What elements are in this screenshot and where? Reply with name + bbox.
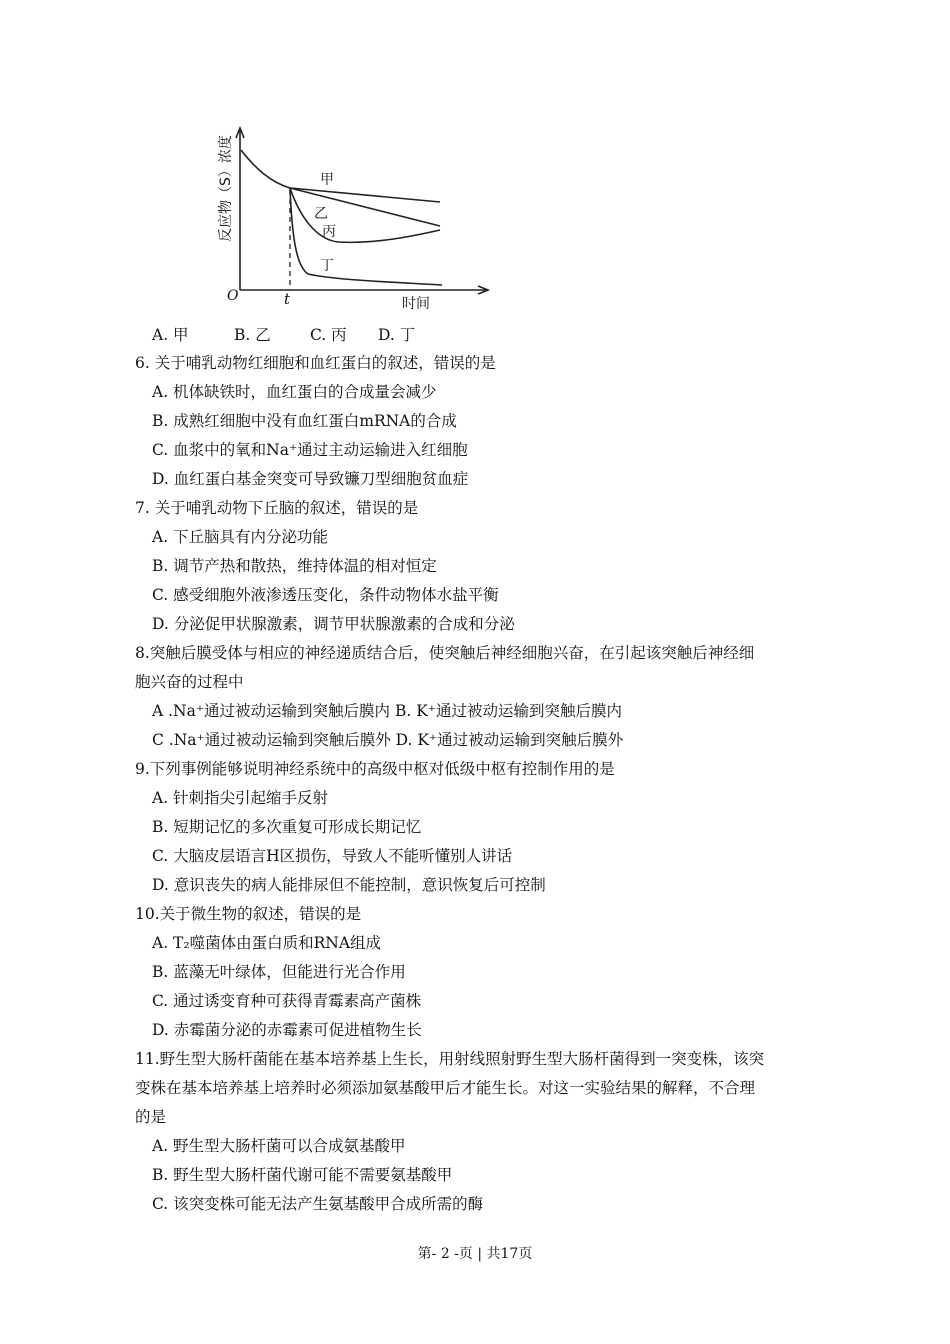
option-text: C. 血浆中的氧和Na⁺通过主动运输进入红细胞 (152, 441, 468, 459)
y-axis-label: 反应物（S）浓度 (218, 135, 234, 242)
option-text: A. T₂噬菌体由蛋白质和RNA组成 (152, 934, 382, 952)
series-label-jia: 甲 (320, 172, 334, 188)
question-text: 10.关于微生物的叙述，错误的是 (135, 905, 362, 923)
option-text: C. 该突变株可能无法产生氨基酸甲合成所需的酶 (152, 1195, 484, 1213)
option-text: C. 大脑皮层语言H区损伤，导致人不能听懂别人讲话 (152, 847, 513, 865)
option-text: B. 蓝藻无叶绿体，但能进行光合作用 (152, 963, 406, 981)
option-text: D. 分泌促甲状腺激素，调节甲状腺激素的合成和分泌 (152, 615, 515, 633)
question-text: 的是 (135, 1108, 167, 1126)
option-text: C .Na⁺通过被动运输到突触后膜外 D. K⁺通过被动运输到突触后膜外 (152, 731, 624, 749)
question-text: 胞兴奋的过程中 (135, 673, 244, 691)
series-label-ding: 丁 (320, 258, 334, 274)
option-text: D. 血红蛋白基金突变可导致镰刀型细胞贫血症 (152, 470, 469, 488)
option-text: A. 下丘脑具有内分泌功能 (152, 528, 329, 546)
question-text: 7. 关于哺乳动物下丘脑的叙述，错误的是 (135, 499, 419, 517)
series-bing-line (290, 188, 440, 242)
option-text: A .Na⁺通过被动运输到突触后膜内 B. K⁺通过被动运输到突触后膜内 (152, 702, 622, 720)
option-text: D. 意识丧失的病人能排尿但不能控制，意识恢复后可控制 (152, 876, 546, 894)
series-label-bing: 丙 (322, 224, 336, 240)
series-initial-curve (241, 150, 290, 188)
q5-option-a: A. 甲 (152, 326, 189, 344)
series-label-yi: 乙 (314, 206, 328, 222)
option-text: A. 野生型大肠杆菌可以合成氨基酸甲 (152, 1137, 406, 1155)
option-text: B. 短期记忆的多次重复可形成长期记忆 (152, 818, 422, 836)
option-text: C. 通过诱变育种可获得青霉素高产菌株 (152, 992, 422, 1010)
question-text: 6. 关于哺乳动物红细胞和血红蛋白的叙述，错误的是 (135, 354, 496, 372)
option-text: D. 赤霉菌分泌的赤霉素可促进植物生长 (152, 1021, 422, 1039)
option-text: B. 野生型大肠杆菌代谢可能不需要氨基酸甲 (152, 1166, 453, 1184)
question-text: 9.下列事例能够说明神经系统中的高级中枢对低级中枢有控制作用的是 (135, 760, 615, 778)
x-axis-label: 时间 (402, 296, 430, 312)
question-text: 8.突触后膜受体与相应的神经递质结合后，使突触后神经细胞兴奋，在引起该突触后神经细 (135, 644, 755, 662)
question-text: 11.野生型大肠杆菌能在基本培养基上生长，用射线照射野生型大肠杆菌得到一突变株，该突 (135, 1050, 765, 1068)
q5-options (152, 325, 950, 345)
option-text: B. 成熟红细胞中没有血红蛋白mRNA的合成 (152, 412, 457, 430)
t-label: t (284, 290, 291, 308)
question-text: 变株在基本培养基上培养时必须添加氨基酸甲后才能生长。对这一实验结果的解释，不合理 (135, 1079, 756, 1097)
q5-option-c: C. 丙 (310, 326, 347, 344)
series-jia-line (290, 188, 440, 202)
page-footer: 第- 2 -页 | 共17页 (417, 1246, 533, 1262)
option-text: B. 调节产热和散热，维持体温的相对恒定 (152, 557, 437, 575)
option-text: A. 针刺指尖引起缩手反射 (152, 789, 329, 807)
option-text: C. 感受细胞外液渗透压变化，条件动物体水盐平衡 (152, 586, 499, 604)
series-ding-line (290, 188, 442, 285)
q5-option-b: B. 乙 (234, 326, 271, 344)
reaction-rate-chart (210, 118, 510, 318)
option-text: A. 机体缺铁时，血红蛋白的合成量会减少 (152, 383, 437, 401)
series-yi-line (290, 188, 440, 226)
q5-option-d: D. 丁 (378, 326, 416, 344)
origin-label: O (227, 288, 239, 304)
